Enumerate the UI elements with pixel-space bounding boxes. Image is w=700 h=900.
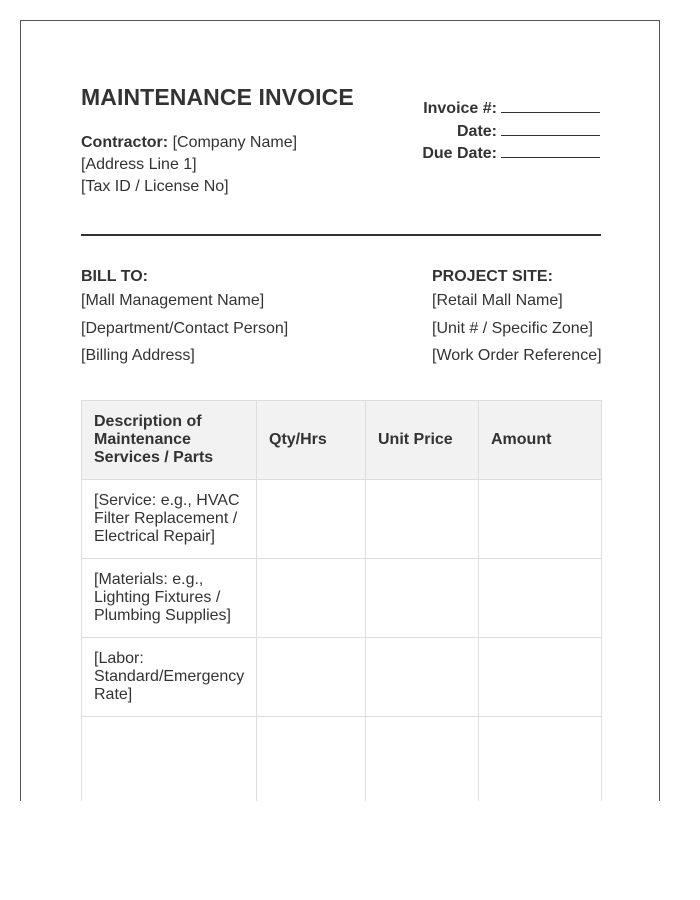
column-header-unit-price: Unit Price [366, 401, 479, 480]
invoice-page [20, 20, 660, 801]
invoice-meta [422, 98, 600, 166]
invoice-date-row [422, 121, 600, 144]
due-date-blank[interactable] [501, 143, 600, 158]
invoice-date-blank[interactable] [501, 121, 600, 136]
contractor-tax-id: [Tax ID / License No] [81, 178, 229, 195]
column-header-qty: Qty/Hrs [257, 401, 366, 480]
cell-description[interactable]: [Service: e.g., HVAC Filter Replacement / Electrical Repair] [82, 480, 257, 559]
table-row [82, 559, 602, 638]
table-row [82, 480, 602, 559]
invoice-number-label: Invoice #: [423, 100, 497, 117]
cell-amount[interactable] [479, 480, 602, 559]
invoice-number-row [422, 98, 600, 121]
cell-unit-price[interactable] [366, 717, 479, 802]
cell-amount[interactable] [479, 559, 602, 638]
table-row [82, 638, 602, 717]
invoice-number-blank[interactable] [501, 98, 600, 113]
bill-to-line: [Mall Management Name] [81, 292, 265, 309]
table-row [82, 717, 602, 802]
table-header-row [82, 401, 602, 480]
cell-description[interactable]: [Materials: e.g., Lighting Fixtures / Plumbing Supplies] [82, 559, 257, 638]
project-site-line: [Retail Mall Name] [432, 292, 563, 309]
contractor-line [81, 132, 297, 154]
invoice-date-label: Date: [456, 122, 497, 140]
bill-to-block [81, 267, 288, 370]
cell-unit-price[interactable] [366, 480, 479, 559]
invoice-title: MAINTENANCE INVOICE [81, 84, 354, 110]
project-site-line: [Unit # / Specific Zone] [432, 319, 593, 337]
header-divider [81, 234, 601, 236]
cell-unit-price[interactable] [366, 638, 479, 717]
bill-to-line: [Department/Contact Person] [81, 319, 289, 337]
line-items-table [81, 400, 602, 801]
cell-amount[interactable] [479, 717, 602, 802]
bill-to-line: [Billing Address] [81, 347, 195, 364]
bill-to-heading: BILL TO: [81, 268, 148, 285]
cell-amount[interactable] [479, 638, 602, 717]
cell-unit-price[interactable] [366, 559, 479, 638]
contractor-address: [Address Line 1] [81, 156, 197, 173]
due-date-row [422, 143, 600, 166]
contractor-block [81, 132, 297, 198]
column-header-description: Description of Maintenance Services / Parts [82, 401, 257, 480]
cell-qty[interactable] [257, 559, 366, 638]
cell-description[interactable]: [Labor: Standard/Emergency Rate] [82, 638, 257, 717]
project-site-block [432, 267, 602, 370]
cell-qty[interactable] [257, 717, 366, 802]
project-site-heading: PROJECT SITE: [432, 268, 553, 285]
cell-description[interactable] [82, 717, 257, 802]
cell-qty[interactable] [257, 480, 366, 559]
contractor-label: Contractor: [81, 134, 169, 151]
contractor-name: [Company Name] [172, 134, 298, 151]
cell-qty[interactable] [257, 638, 366, 717]
column-header-amount: Amount [479, 401, 602, 480]
due-date-label: Due Date: [422, 145, 497, 162]
project-site-line: [Work Order Reference] [432, 347, 602, 364]
